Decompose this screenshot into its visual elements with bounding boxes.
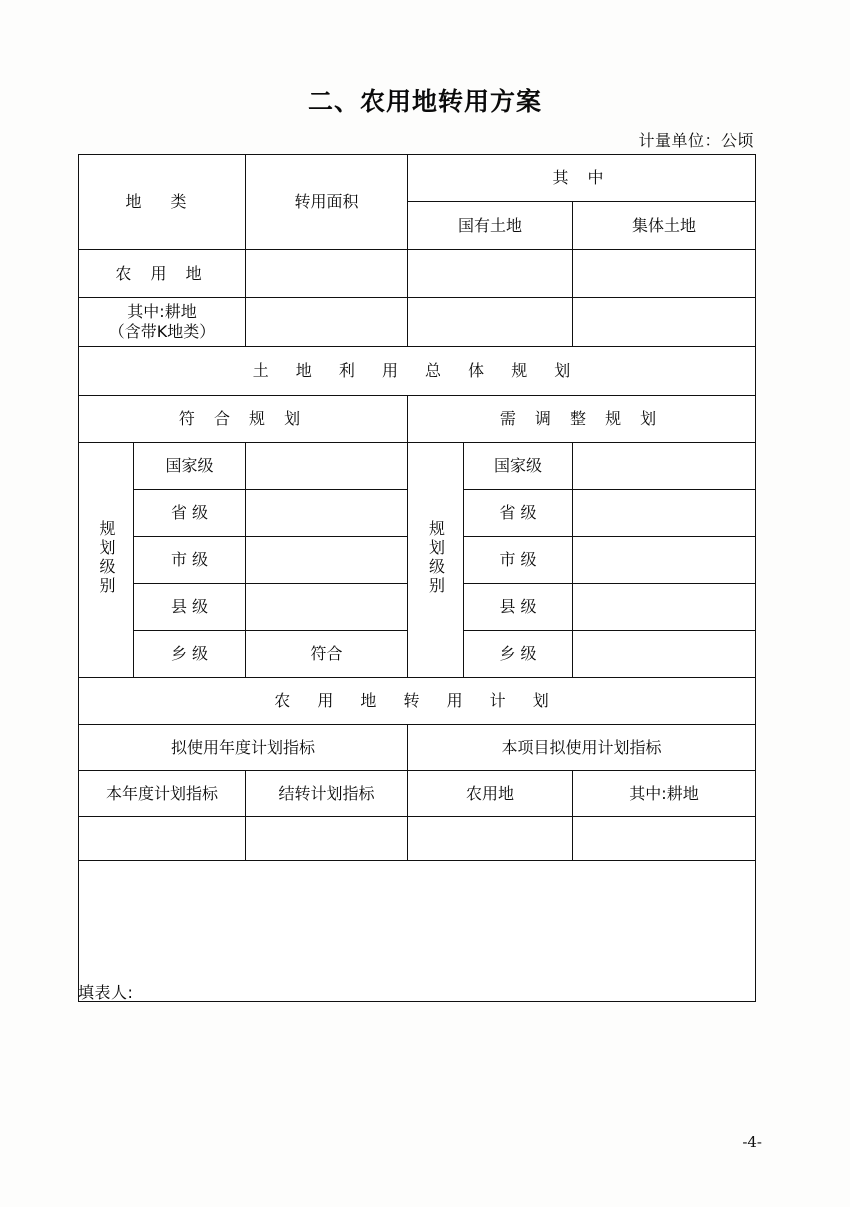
label-plan-level-right xyxy=(408,443,464,678)
level-value-left-county[interactable] xyxy=(246,584,408,631)
level-value-right-provincial[interactable] xyxy=(573,490,756,537)
label-plan-level-left xyxy=(79,443,134,678)
level-value-left-township[interactable]: 符合 xyxy=(246,631,408,678)
level-value-left-national[interactable] xyxy=(246,443,408,490)
header-converted-area: 转用面积 xyxy=(246,155,408,250)
table-row-cultivated-land xyxy=(79,298,756,347)
level-name-left-provincial: 省 级 xyxy=(134,490,246,537)
label-plan-level-right-text: 规划级别 xyxy=(426,519,446,596)
level-value-right-township[interactable] xyxy=(573,631,756,678)
cell-agricultural-state-owned[interactable] xyxy=(408,250,573,298)
header-state-owned-land: 国有土地 xyxy=(408,202,573,250)
table-row-quota-column-headers xyxy=(79,771,756,817)
level-name-left-national: 国家级 xyxy=(134,443,246,490)
level-value-left-municipal[interactable] xyxy=(246,537,408,584)
header-project-agricultural-land: 农用地 xyxy=(408,771,573,817)
cell-cultivated-converted-area[interactable] xyxy=(246,298,408,347)
header-land-type: 地 类 xyxy=(79,155,246,250)
table-row-plan-level-national xyxy=(79,443,756,490)
level-name-left-township: 乡 级 xyxy=(134,631,246,678)
header-project-cultivated-land: 其中:耕地 xyxy=(573,771,756,817)
level-name-right-provincial: 省 级 xyxy=(464,490,573,537)
cell-cultivated-collective[interactable] xyxy=(573,298,756,347)
cell-project-cultivated-land[interactable] xyxy=(573,817,756,861)
header-current-year-quota: 本年度计划指标 xyxy=(79,771,246,817)
row-label-cultivated-land-line2: （含带K地类） xyxy=(108,322,216,341)
heading-adjustment-plan: 需 调 整 规 划 xyxy=(408,396,756,443)
table-header-row-1 xyxy=(79,155,756,202)
row-label-cultivated-land xyxy=(79,298,246,347)
cell-agricultural-converted-area[interactable] xyxy=(246,250,408,298)
level-name-right-county: 县 级 xyxy=(464,584,573,631)
level-value-right-national[interactable] xyxy=(573,443,756,490)
level-value-right-county[interactable] xyxy=(573,584,756,631)
table-row-agricultural-land xyxy=(79,250,756,298)
level-value-right-municipal[interactable] xyxy=(573,537,756,584)
cell-cultivated-state-owned[interactable] xyxy=(408,298,573,347)
page-title: 二、农用地转用方案 xyxy=(307,87,542,116)
label-plan-level-left-text: 规划级别 xyxy=(97,519,116,596)
table-row-notes xyxy=(79,861,756,1002)
band-label-conversion-plan: 农 用 地 转 用 计 划 xyxy=(79,678,756,725)
header-collective-land: 集体土地 xyxy=(573,202,756,250)
table-band-overall-land-use-plan xyxy=(79,347,756,396)
level-name-left-municipal: 市 级 xyxy=(134,537,246,584)
header-among-which: 其 中 xyxy=(408,155,756,202)
table-row-plan-group-headings xyxy=(79,396,756,443)
level-name-left-county: 县 级 xyxy=(134,584,246,631)
farmland-conversion-table xyxy=(78,154,756,1002)
cell-agricultural-collective[interactable] xyxy=(573,250,756,298)
level-value-left-provincial[interactable] xyxy=(246,490,408,537)
heading-annual-quota: 拟使用年度计划指标 xyxy=(79,725,408,771)
table-row-quota-values xyxy=(79,817,756,861)
cell-notes-area[interactable] xyxy=(79,861,756,1002)
heading-project-quota: 本项目拟使用计划指标 xyxy=(408,725,756,771)
cell-carryover-quota[interactable] xyxy=(246,817,408,861)
measurement-unit-note: 计量单位：公顷 xyxy=(638,131,754,150)
level-name-right-municipal: 市 级 xyxy=(464,537,573,584)
level-name-right-township: 乡 级 xyxy=(464,631,573,678)
row-label-agricultural-land: 农 用 地 xyxy=(79,250,246,298)
page-number-text: -4- xyxy=(742,1133,762,1151)
header-carryover-quota: 结转计划指标 xyxy=(246,771,408,817)
filler-label: 填表人: xyxy=(78,983,134,1002)
cell-current-year-quota[interactable] xyxy=(79,817,246,861)
heading-conforming-plan: 符 合 规 划 xyxy=(79,396,408,443)
level-name-right-national: 国家级 xyxy=(464,443,573,490)
row-label-cultivated-land-line1: 其中:耕地 xyxy=(127,302,197,321)
cell-project-agricultural-land[interactable] xyxy=(408,817,573,861)
table-band-conversion-plan xyxy=(79,678,756,725)
table-row-quota-group-headings xyxy=(79,725,756,771)
band-label-overall-land-use-plan: 土 地 利 用 总 体 规 划 xyxy=(79,347,756,396)
